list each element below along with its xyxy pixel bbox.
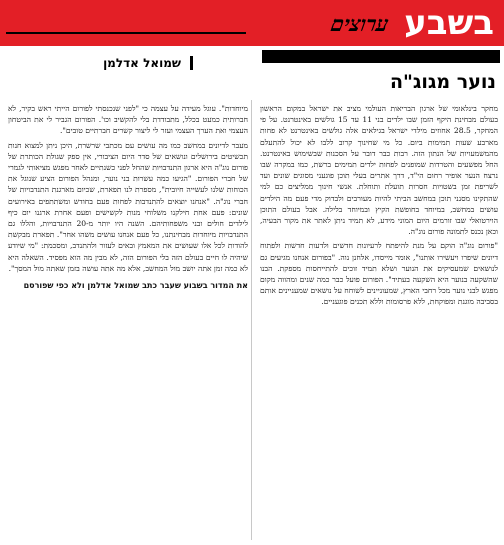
paragraph: מיוחדות". עוגל מעידה על עצמה כי "לפני שנכנסתי לפורום הייתי ראש בקיר, לא חברותית כמעט בכלל, מתבודדת בלי להקשיב וכו'. הפורום הגביר לי את הביטחון העצמי ואת הערך העצמי ועזר לי ליצור קשרים חברתיים טובים". <box>8 104 248 136</box>
paragraph: מעבר לדיונים במחשב כמו מה עושים עם מכתבי שרשרת, היכן ניתן למצוא חנות תכשיטים בירושלים ונושאים של סדר היום הציבורי, אין ספק שגולת הכותרת של פורום נוג"ה היא ארגון התנדבויות שהחל לפני כשנתיים לאחר מפגש מציאותי לגמרי של חברי הפורום. "הגיעו כמה עשרות בני נוער, ומנהל הפורום הציע שנוגל את הכוחות שלנו לעשייה חיובית", מספרת לנו תפארת, שכיום מארגנת התנדבויות של חברי נוג"ה. "אנחנו יוצאים להתנדבות לפחות פעם בחודש ומשתתפים באירועים שונים: פעם אחת חילקנו משלוחי מנות לקשישים ופעם אחרת ארגנו יום כיף לילדים חולים ובני משפחותיהם. השנה היו יותר מ-20 התנדבויות, והללו גם התנדבויות מיוחדות מבחינתנו, כל פעם אנחנו עושים משהו אחר". תפארת מבקשת להודות לכל אלו שעושים את המאמץ ובאים לעזור ולהתנדב, ומסכמת: "מי שיודע שיהיה לו חיים בעולם הזה בלי הפורום הזה, לא מבין מה הוא מפסיד. השאלה היא לא כמה זמן אתה יושב מול המחשב, אלא מה אתה עושה בזמן שאתה מול המסך". <box>8 140 248 273</box>
byline-bar <box>262 50 500 63</box>
correction-note: את המדור בשבוע שעבר כתב שמואל אדלמן ולא כפי שפורסם <box>23 281 248 291</box>
author-byline: שמואל אדלמן <box>103 56 181 70</box>
article-column-left <box>8 103 248 292</box>
byline-separator <box>190 56 193 70</box>
section-subtitle: ערוצים <box>328 11 391 36</box>
section-title: בשבע <box>404 3 494 43</box>
paragraph: מחקר בינלאומי של ארגון הבריאות העולמי מציב את ישראל במקום הראשון בעולם מבחינת היקף הזמן שבו ילדים בני 11 עד 15 גולשים באינטרנט. על פי המחקר, 28.5 אחוזים מילדי ישראל בגילאים אלה גולשים באינטרנט לא פחות מארבע שעות תמימות ביום. כל מי שחינוך קרוב ללבו לא יכול להתעלם מהמשמעויות של הנתון הזה. רבות כבר דובר על הסכנות שבשימוש באינטרנט. החל מפשעים והטרדות שמופנים לפחות ילדים תמימים ברשת, כמו במקרה שבו נרצח הנער אופיר רחום הי"ד, דרך אתרים בעלי תוכן פוגעני מסוגים שונים ועד לשריפת זמן בשטויות חסרות תועלת ותוחלת. אנשי חינוך ממליצים כם למי שהתקינו מסנני תוכן במחשב הביתי להיות מעורבים ולבדוק מדי פעם מה הילדים עושים במחשב, במיוחד בחופשת הקיץ ובמיוחד בלילה. אבל בעולם התוכן הוירטואלי שבו זורמים היום המוני מידע, לא תמיד ניתן לאתר את מקור הבעיה, וכאן נכנס לתמונה פורום נוג"ה. <box>260 104 499 237</box>
section-banner <box>0 0 504 46</box>
column-divider <box>251 100 252 540</box>
paragraph: "פורום נוג"ה הוקם על מנת להיפתח לרעיונות חדשים ולדעות חדשות ולפתוח דיונים שיפרו ויעשירו אותנו", אומר מייסדו, אלחנן נוה. "בפורום אנחנו מגיעים גם לנושאים שמעסיקים את הנוער ושלא תמיד זוכים להתייחסות מספקת. הבנו שהשקעה בנוער היא השקעה בעתיד". הפורום פועל כבר כמה שנים ומהווה מקום מפגש לבני נוער מכל רחבי הארץ, שמעוניינים לשוחח על נושאים שמעניינים אותם בסביבה מוגנת ומפוקחת, ללא פרסומות וללא תכנים פוגעניים. <box>260 241 498 307</box>
article-headline: נוער מגוג"ה <box>389 71 496 93</box>
banner-underline <box>6 32 246 34</box>
article-column-right <box>260 103 498 311</box>
